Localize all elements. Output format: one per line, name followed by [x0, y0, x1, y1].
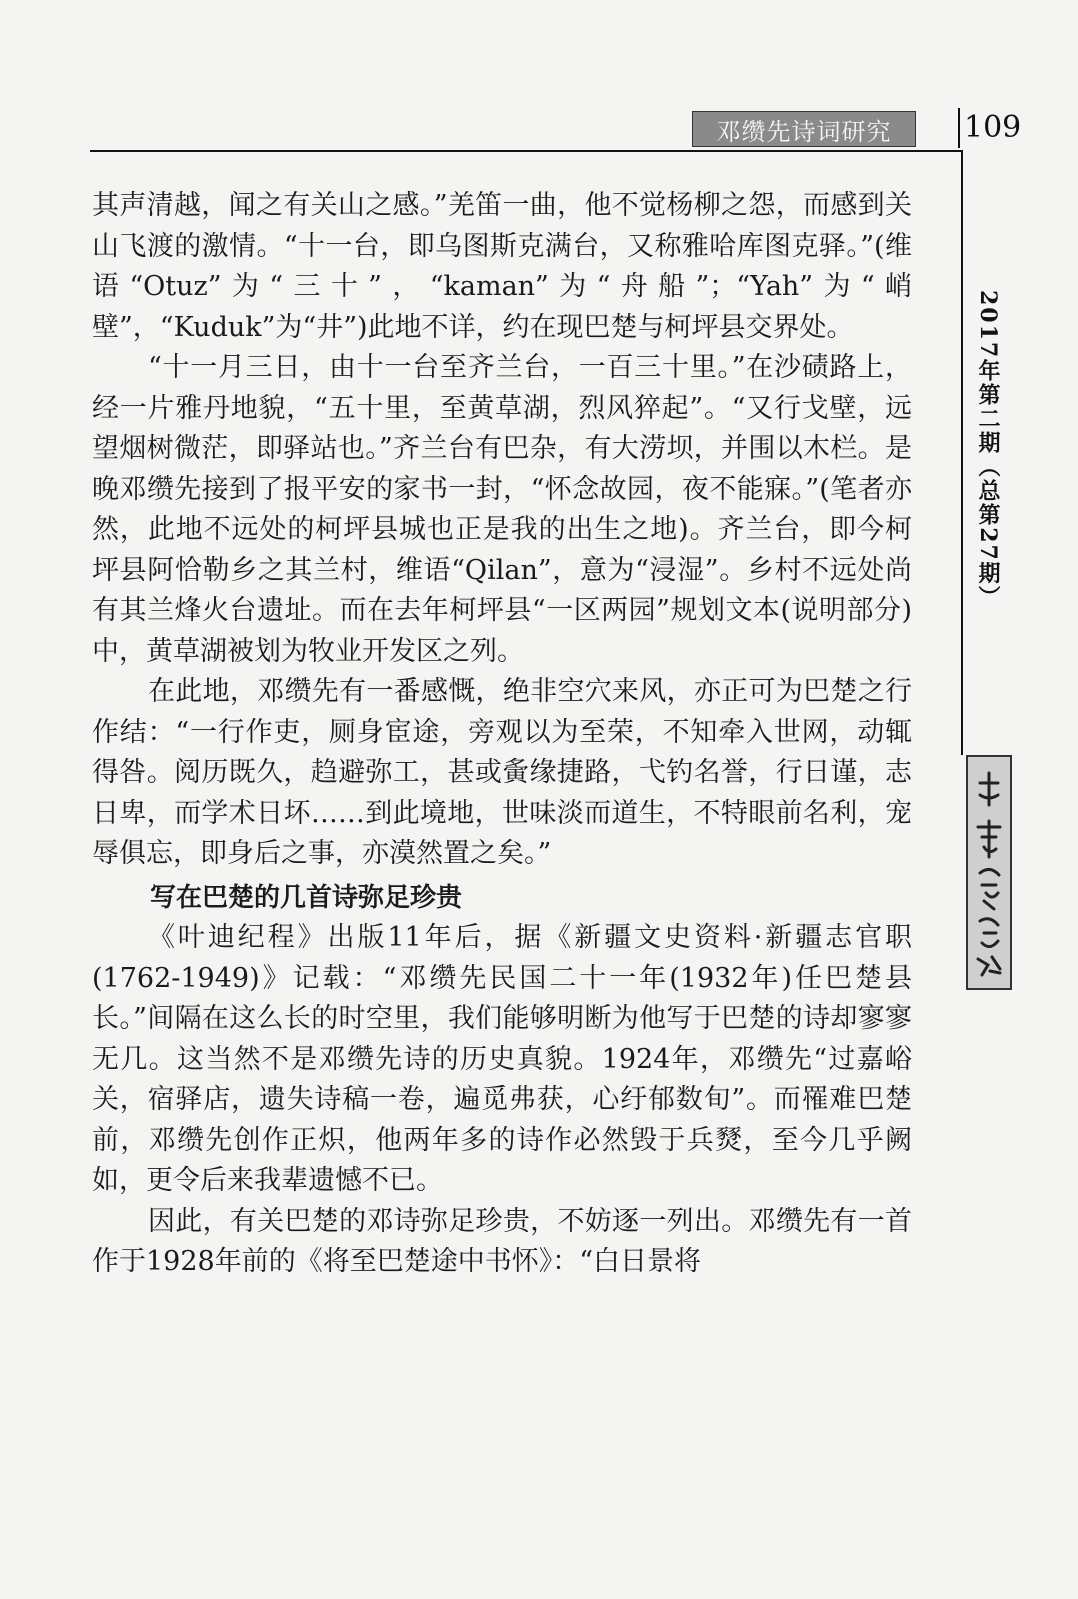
section-title-banner: [692, 111, 916, 147]
paragraph-5: 因此，有关巴楚的邓诗弥足珍贵，不妨逐一列出。邓缵先有一首作于1928年前的《将至巴楚途中书怀》：“白日景将: [92, 1205, 912, 1277]
article-body: [92, 186, 912, 1283]
issue-label: 2017年第二期（总第27期）: [975, 290, 1001, 610]
header-rule: [90, 150, 963, 152]
section-heading: 写在巴楚的几首诗弥足珍贵: [150, 882, 463, 913]
paragraph-1: 其声清越，闻之有关山之感。”羌笛一曲，他不觉杨柳之怨，而感到关山飞渡的激情。“十一台，即乌图斯克满台，又称雅哈库图克驿。”(维语“Otuz”为“三十”，“kaman”为“舟船”；“Yah”为“峭壁”，“Kuduk”为“井”)此地不详，约在现巴楚与柯坪县交界处。: [92, 190, 912, 343]
section-title: 邓缵先诗词研究: [716, 117, 892, 146]
paragraph-3: 在此地，邓缵先有一番感慨，绝非空穴来风，亦正可为巴楚之行作结：“一行作吏，厕身宦途，旁观以为至荣，不知牵入世网，动辄得咎。阅历既久，趋避弥工，甚或夤缘捷路，弋钓名誉，行日谨，志日卑，而学术日坏……到此境地，世味淡而道生，不特眼前名利，宠辱俱忘，即身后之事，亦漠然置之矣。”: [92, 676, 912, 869]
paragraph-2: “十一月三日，由十一台至齐兰台，一百三十里。”在沙碛路上，经一片雅丹地貌，“五十里，至黄草湖，烈风猝起”。“又行戈壁，远望烟树微茫，即驿站也。”齐兰台有巴杂，有大涝坝，并围以木栏。是晚邓缵先接到了报平安的家书一封，“怀念故园，夜不能寐。”(笔者亦然，此地不远处的柯坪县城也正是我的出生之地)。齐兰台，即今柯坪县阿恰勒乡之其兰村，维语“Qilan”，意为“浸湿”。乡村不远处尚有其兰烽火台遗址。而在去年柯坪县“一区两园”规划文本(说明部分)中，黄草湖被划为牧业开发区之列。: [92, 352, 912, 667]
seal-logo: [966, 755, 1012, 990]
side-rule: [961, 150, 963, 755]
page-number: 109: [958, 108, 1006, 148]
calligraphy-seal-icon: [972, 765, 1006, 980]
paragraph-4: 《叶迪纪程》出版11年后，据《新疆文史资料·新疆志官职(1762-1949)》记载：“邓缵先民国二十一年(1932年)任巴楚县长。”间隔在这么长的时空里，我们能够明断为他写于巴楚的诗却寥寥无几。这当然不是邓缵先诗的历史真貌。1924年，邓缵先“过嘉峪关，宿驿店，遗失诗稿一卷，遍觅弗获，心纡郁数旬”。而罹难巴楚前，邓缵先创作正炽，他两年多的诗作必然毁于兵燹，至今几乎阙如，更令后来我辈遗憾不已。: [92, 922, 912, 1196]
